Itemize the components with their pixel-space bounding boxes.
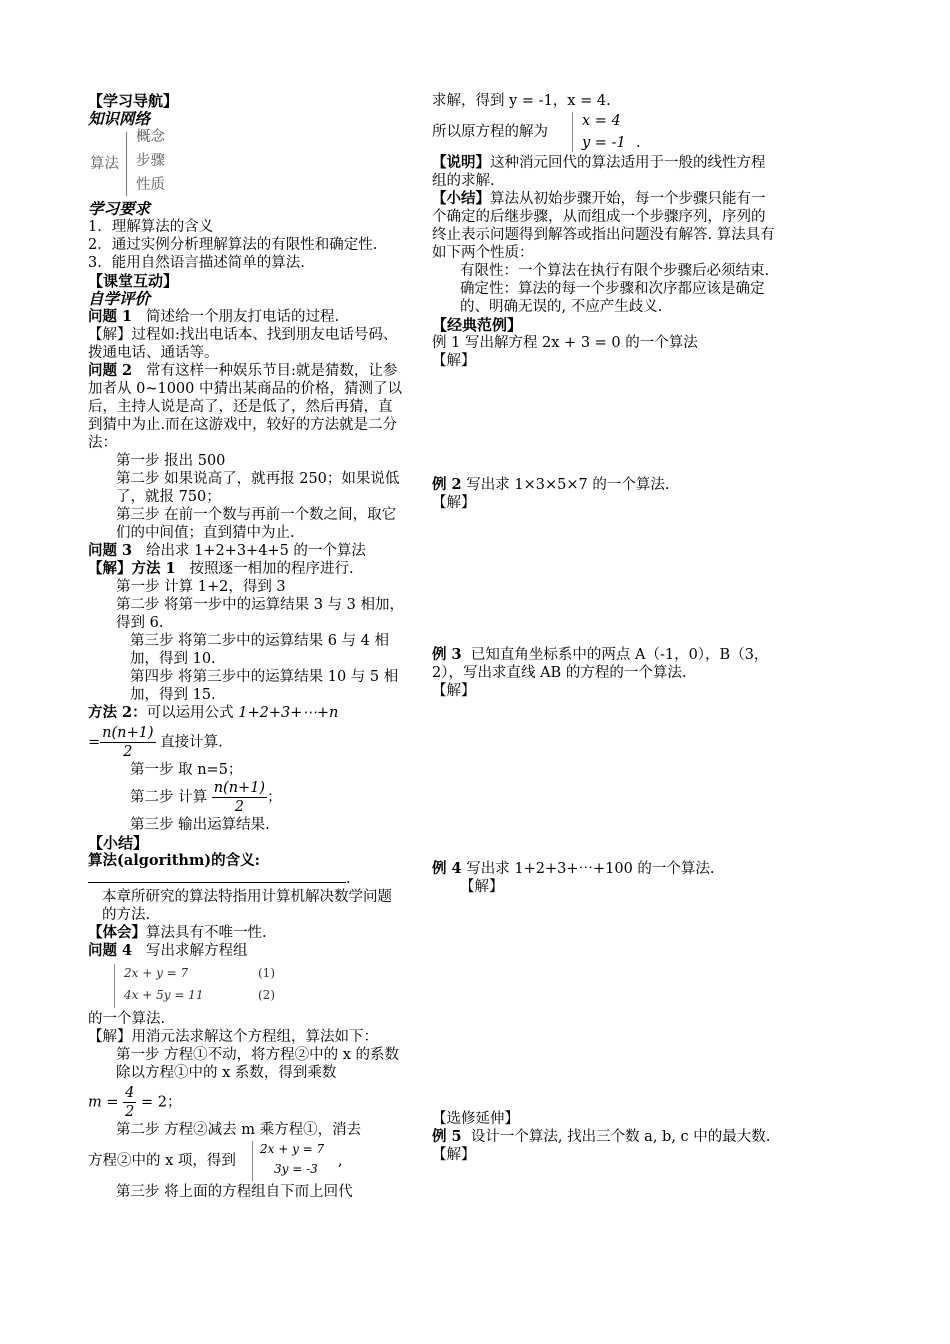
q4-step-3: 第三步 将上面的方程组自下而上回代 (116, 1184, 353, 1200)
tree-root: 算法 (90, 156, 119, 172)
tree-item: 性质 (136, 177, 165, 193)
equation-1: 2x + y = 7 (124, 966, 189, 980)
tihui-text: 算法具有不唯一性. (146, 925, 267, 941)
question-4 (88, 942, 406, 960)
method-2 (88, 704, 406, 722)
q4-s2b-text: 方程②中的 x 项，得到 (88, 1153, 236, 1169)
example-1-space (432, 370, 778, 476)
ex4-text: 写出求 1+2+3+⋯+100 的一个算法. (466, 861, 715, 877)
classic-title: 【经典范例】 (432, 316, 523, 334)
left-column (88, 92, 406, 1201)
q3-step-3: 第三步 将第二步中的运算结果 6 与 4 相加，得到 10. (130, 633, 389, 667)
requirements-title: 学习要求 (88, 200, 151, 218)
requirement-2: 2．通过实例分析理解算法的有限性和确定性. (88, 237, 378, 253)
requirement-1: 1．理解算法的含义 (88, 219, 214, 235)
note (432, 154, 778, 190)
example-4-solution: 【解】 (460, 879, 504, 895)
summary-text: 算法从初始步骤开始，每一个步骤只能有一个确定的后继步骤，从而组成一个步骤序列，序列的终止表示问题得到解答或指出问题没有解答. 算法具有如下两个性质： (432, 191, 775, 261)
determinacy: 确定性：算法的每一个步骤和次序都应该是确定的、明确无误的, 不应产生歧义. (460, 281, 765, 315)
continued-2: 所以原方程的解为 (432, 124, 548, 140)
example-1: 例 1 写出解方程 2x + 3 = 0 的一个算法 (432, 335, 698, 351)
self-eval-title: 自学评价 (88, 290, 151, 308)
q3-step-4: 第四步 将第三步中的运算结果 10 与 5 相加，得到 15. (130, 669, 399, 703)
q4-label: 问题 4 (88, 942, 133, 959)
q2-text: 常有这样一种娱乐节目:就是猜数，让参加者从 0~1000 中猜出某商品的价格，猜测了以后，主持人说是高了，还是低了，然后再猜，直到猜中为止.而在这游戏中，较好的方法就是二分法： (88, 363, 402, 451)
continued-1: 求解，得到 y = -1，x = 4. (432, 93, 611, 109)
q1-text: 简述给一个朋友打电话的过程. (145, 309, 340, 325)
ex5-text: 设计一个算法, 找出三个数 a, b, c 中的最大数. (470, 1129, 771, 1145)
tree-item: 步骤 (136, 153, 165, 169)
algo-blank: . (88, 870, 406, 888)
example-5 (432, 1128, 778, 1146)
m2-formula-line: = $\frac{n(n+1)}{2}$ 直接计算. (88, 725, 223, 760)
n-fraction (100, 724, 155, 761)
solution-y: y = -1 (582, 135, 626, 151)
solution-x: x = 4 (582, 113, 621, 129)
nav-title: 【学习导航】 (88, 92, 179, 110)
q3-solution (88, 560, 406, 578)
q4-step-2a: 第二步 方程②减去 m 乘方程①，消去 (116, 1122, 362, 1138)
finiteness: 有限性：一个算法在执行有限个步骤后必须结束. (460, 263, 770, 279)
example-4 (432, 860, 778, 878)
q3-sol-label: 【解】方法 1 (88, 560, 176, 577)
q1-solution (88, 326, 406, 362)
q4-step-1: 第一步 方程①不动，将方程②中的 x 的系数除以方程①中的 x 系数，得到乘数 (116, 1047, 400, 1081)
m-den: 2 (125, 1104, 135, 1120)
summary (432, 190, 778, 262)
q4-sol-text: 用消元法求解这个方程组，算法如下： (131, 1029, 378, 1045)
m-label: m = (88, 1094, 119, 1111)
ex4-label: 例 4 (432, 860, 462, 877)
n-fraction-2 (212, 779, 267, 816)
frac-den-2: 2 (234, 799, 245, 815)
q4-text: 写出求解方程组 (145, 943, 248, 959)
sys2-eq2: 3y = -3 (274, 1162, 318, 1176)
algo-text: 本章所研究的算法特指用计算机解决数学问题的方法. (102, 889, 392, 923)
question-3 (88, 542, 406, 560)
note-label: 【说明】 (432, 154, 490, 171)
q1-label: 问题 1 (88, 308, 133, 325)
tihui-label: 【体会】 (88, 924, 146, 941)
m2-s2-text: 第二步 计算 (130, 789, 208, 806)
q3-step-1: 第一步 计算 1+2，得到 3 (116, 579, 286, 595)
requirement-3: 3．能用自然语言描述简单的算法. (88, 255, 305, 271)
equation-2-number: (2) (258, 988, 275, 1002)
m2-formula: 1+2+3+⋯+n (238, 705, 339, 721)
equation-2: 4x + 5y = 11 (124, 988, 204, 1002)
note-text: 这种消元回代的算法适用于一般的线性方程组的求解. (432, 155, 766, 189)
extension-title: 【选修延伸】 (432, 1111, 519, 1127)
example-2-solution: 【解】 (432, 495, 476, 511)
q2-step-1: 第一步 报出 500 (116, 453, 226, 469)
m2-step-1: 第一步 取 n=5； (130, 762, 243, 778)
frac-num: n(n+1) (102, 725, 154, 741)
q3-text: 给出求 1+2+3+4+5 的一个算法 (145, 543, 366, 559)
m-value: = 2； (140, 1094, 182, 1111)
example-4-space (432, 896, 778, 1110)
ex3-text: 已知直角坐标系中的两点 A（-1，0），B（3，2），写出求直线 AB 的方程的一个算法. (432, 647, 769, 681)
ex2-text: 写出求 1×3×5×7 的一个算法. (466, 477, 670, 493)
q4-sol-label: 【解】 (88, 1029, 132, 1045)
fill-blank (88, 870, 346, 883)
q1-sol-label: 【解】 (88, 327, 132, 343)
tree-brace (126, 132, 133, 196)
ex5-label: 例 5 (432, 1128, 462, 1145)
question-2 (88, 362, 406, 452)
m2-step-2: 第二步 计算 $\frac{n(n+1)}{2}$ ； (130, 780, 282, 815)
class-title: 【课堂互动】 (88, 272, 179, 290)
m2-text: 可以运用公式 (146, 705, 234, 721)
algo-definition: 算法(algorithm)的含义: (88, 852, 261, 869)
m2-label: 方法 2： (88, 704, 147, 721)
knowledge-title: 知识网络 (88, 110, 151, 128)
q4-step-2b: 方程②中的 x 项，得到 2x + y = 7 3y = -3 , (88, 1139, 406, 1183)
example-3-solution: 【解】 (432, 683, 476, 699)
solution-brace (572, 112, 577, 152)
summary-label: 【小结】 (432, 190, 490, 207)
example-5-solution: 【解】 (432, 1147, 476, 1163)
tihui (88, 924, 406, 942)
m-num: 4 (125, 1085, 135, 1101)
q2-label: 问题 2 (88, 362, 133, 379)
example-2-space (432, 512, 778, 646)
solution-system: 所以原方程的解为 x = 4 y = -1 . (432, 113, 641, 151)
m-equation (88, 1084, 406, 1121)
m-fraction (123, 1084, 136, 1121)
question-1 (88, 308, 406, 326)
ex2-label: 例 2 (432, 476, 462, 493)
tree-item: 概念 (136, 129, 165, 145)
m2-tail: 直接计算. (160, 734, 223, 751)
q4-solution (88, 1028, 406, 1046)
q2-step-2: 第二步 如果说高了，就再报 250；如果说低了，就报 750； (116, 471, 400, 505)
q3-sol-text: 按照逐一相加的程序进行. (189, 561, 354, 577)
sys2-eq1: 2x + y = 7 (260, 1142, 325, 1156)
right-column (432, 92, 778, 1164)
sys2-brace (252, 1141, 257, 1181)
q1-sol-text: 过程如:找出电话本、找到朋友电话号码、拨通电话、通话等。 (88, 327, 398, 361)
ex3-label: 例 3 (432, 646, 462, 663)
example-3 (432, 646, 778, 682)
system-brace (114, 964, 119, 1008)
summary-title: 【小结】 (88, 834, 149, 852)
equation-system (104, 960, 406, 1010)
knowledge-tree (88, 128, 406, 200)
equation-1-number: (1) (258, 966, 275, 980)
example-3-space (432, 700, 778, 860)
q4-tail: 的一个算法. (88, 1011, 166, 1027)
q3-label: 问题 3 (88, 542, 133, 559)
frac-den: 2 (123, 744, 133, 760)
example-2 (432, 476, 778, 494)
frac-num-2: n(n+1) (213, 780, 266, 796)
q2-step-3: 第三步 在前一个数与再前一个数之间，取它们的中间值；直到猜中为止. (116, 507, 397, 541)
q3-step-2: 第二步 将第一步中的运算结果 3 与 3 相加，得到 6. (116, 597, 404, 631)
m2-step-3: 第三步 输出运算结果. (130, 817, 270, 833)
example-1-solution: 【解】 (432, 353, 476, 369)
